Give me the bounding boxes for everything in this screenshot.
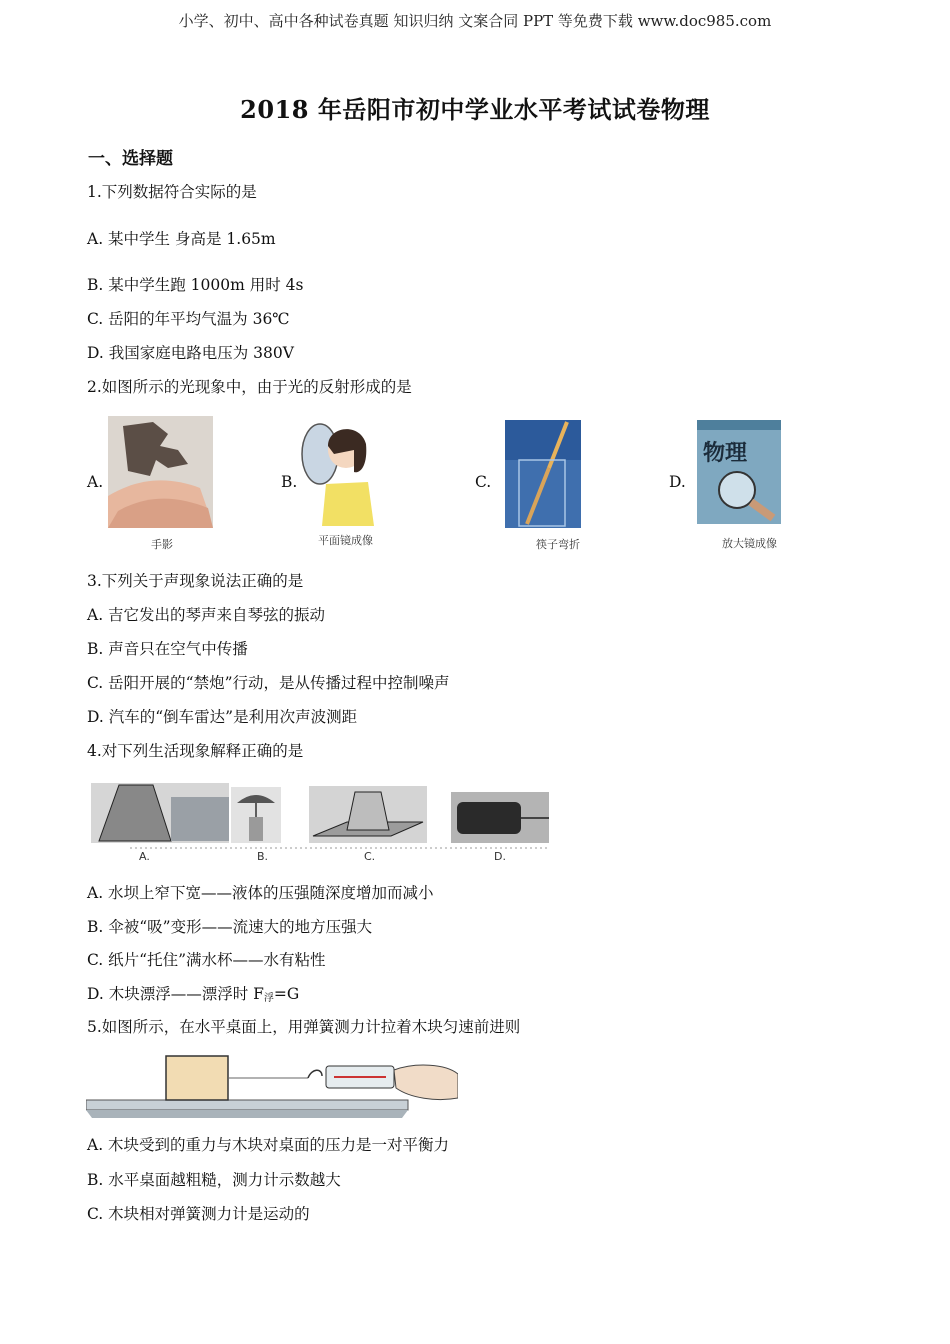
q4-fig-label-d: D. xyxy=(494,850,506,863)
q4-dotted-rule xyxy=(130,844,550,852)
q2-caption-c: 筷子弯折 xyxy=(536,538,580,551)
dam-image xyxy=(91,783,229,843)
spring-scale-image xyxy=(86,1052,458,1118)
q3-option-a: A. 吉它发出的琴声来自琴弦的振动 xyxy=(87,606,326,624)
q2-label-c: C. xyxy=(475,473,492,491)
q5-option-b: B. 水平桌面越粗糙，测力计示数越大 xyxy=(87,1171,341,1189)
q2-label-a: A. xyxy=(87,473,104,491)
q5-option-a: A. 木块受到的重力与木块对桌面的压力是一对平衡力 xyxy=(87,1136,450,1154)
q3-stem: 3.下列关于声现象说法正确的是 xyxy=(87,572,304,590)
q3-option-b: B. 声音只在空气中传播 xyxy=(87,640,248,658)
q2-caption-d: 放大镜成像 xyxy=(722,537,777,550)
q4-option-d-text: D. 木块漂浮——漂浮时 F xyxy=(87,985,264,1003)
q2-caption-a: 手影 xyxy=(151,538,173,551)
book-title-text: 物理 xyxy=(703,440,748,466)
bent-chopstick-image xyxy=(505,420,581,528)
q3-option-d: D. 汽车的“倒车雷达”是利用次声波测距 xyxy=(87,708,358,726)
q1-option-a: A. 某中学生 身高是 1.65m xyxy=(87,230,276,248)
q1-option-d: D. 我国家庭电路电压为 380V xyxy=(87,344,294,362)
q1-option-c: C. 岳阳的年平均气温为 36℃ xyxy=(87,310,290,328)
q2-label-d: D. xyxy=(669,473,686,491)
mirror-girl-image xyxy=(298,414,378,526)
q3-option-c: C. 岳阳开展的“禁炮”行动，是从传播过程中控制噪声 xyxy=(87,674,450,692)
q4-option-c: C. 纸片“托住”满水杯——水有粘性 xyxy=(87,951,326,969)
q4-option-d xyxy=(87,982,299,1004)
q4-stem: 4.对下列生活现象解释正确的是 xyxy=(87,742,304,760)
q2-label-b: B. xyxy=(281,473,298,491)
hand-shadow-image xyxy=(108,416,213,528)
q4-option-b: B. 伞被“吸”变形——流速大的地方压强大 xyxy=(87,918,373,936)
q4-option-a: A. 水坝上窄下宽——液体的压强随深度增加而减小 xyxy=(87,884,434,902)
q4-option-d-subscript: 浮 xyxy=(263,993,274,1004)
magnifier-book-image xyxy=(697,420,781,524)
site-header: 小学、初中、高中各种试卷真题 知识归纳 文案合同 PPT 等免费下载 www.doc985.com xyxy=(178,12,772,30)
q5-stem: 5.如图所示，在水平桌面上，用弹簧测力计拉着木块匀速前进则 xyxy=(87,1018,521,1036)
q2-caption-b: 平面镜成像 xyxy=(318,534,373,547)
q1-stem: 1.下列数据符合实际的是 xyxy=(87,183,257,201)
floating-block-image xyxy=(451,792,549,843)
q1-option-b: B. 某中学生跑 1000m 用时 4s xyxy=(87,276,304,294)
page-title: 2018 年岳阳市初中学业水平考试试卷物理 xyxy=(240,95,710,124)
q4-fig-label-c: C. xyxy=(364,850,376,863)
inverted-cup-image xyxy=(309,786,427,843)
q2-stem: 2.如图所示的光现象中，由于光的反射形成的是 xyxy=(87,378,412,396)
umbrella-image xyxy=(231,787,281,843)
section-heading: 一、选择题 xyxy=(88,149,173,169)
q4-option-d-tail: =G xyxy=(273,985,300,1003)
q4-fig-label-b: B. xyxy=(257,850,269,863)
q4-fig-label-a: A. xyxy=(139,850,150,863)
q5-option-c: C. 木块相对弹簧测力计是运动的 xyxy=(87,1205,310,1223)
